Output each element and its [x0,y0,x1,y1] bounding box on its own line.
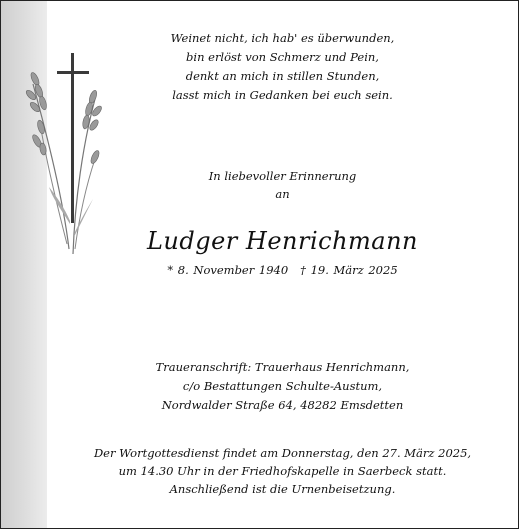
service-line: Der Wortgottesdienst findet am Donnerstag, den 27. März 2025, [93,446,472,460]
poem-line: Weinet nicht, ich hab' es überwunden, [170,31,395,45]
poem [47,29,518,105]
memory-line: In liebevoller Erinnerung [208,169,357,183]
death-date: † 19. März 2025 [300,263,398,277]
deceased-name: Ludger Henrichmann [146,227,419,255]
mourning-address [47,358,518,415]
service-info [47,444,518,498]
address-line: c/o Bestattungen Schulte-Austum, [182,379,383,393]
service-line: Anschließend ist die Urnenbeisetzung. [169,482,396,496]
life-dates [47,261,518,279]
birth-date: * 8. November 1940 [167,263,289,277]
memory-heading [47,167,518,203]
poem-line: denkt an mich in stillen Stunden, [185,69,380,83]
service-line: um 14.30 Uhr in der Friedhofskapelle in Saerbeck statt. [118,464,447,478]
memory-line: an [275,187,290,201]
poem-line: bin erlöst von Schmerz und Pein, [186,50,379,64]
address-line: Traueranschrift: Trauerhaus Henrichmann, [155,360,410,374]
address-line: Nordwalder Straße 64, 48282 Emsdetten [161,398,404,412]
poem-line: lasst mich in Gedanken bei euch sein. [172,88,393,102]
